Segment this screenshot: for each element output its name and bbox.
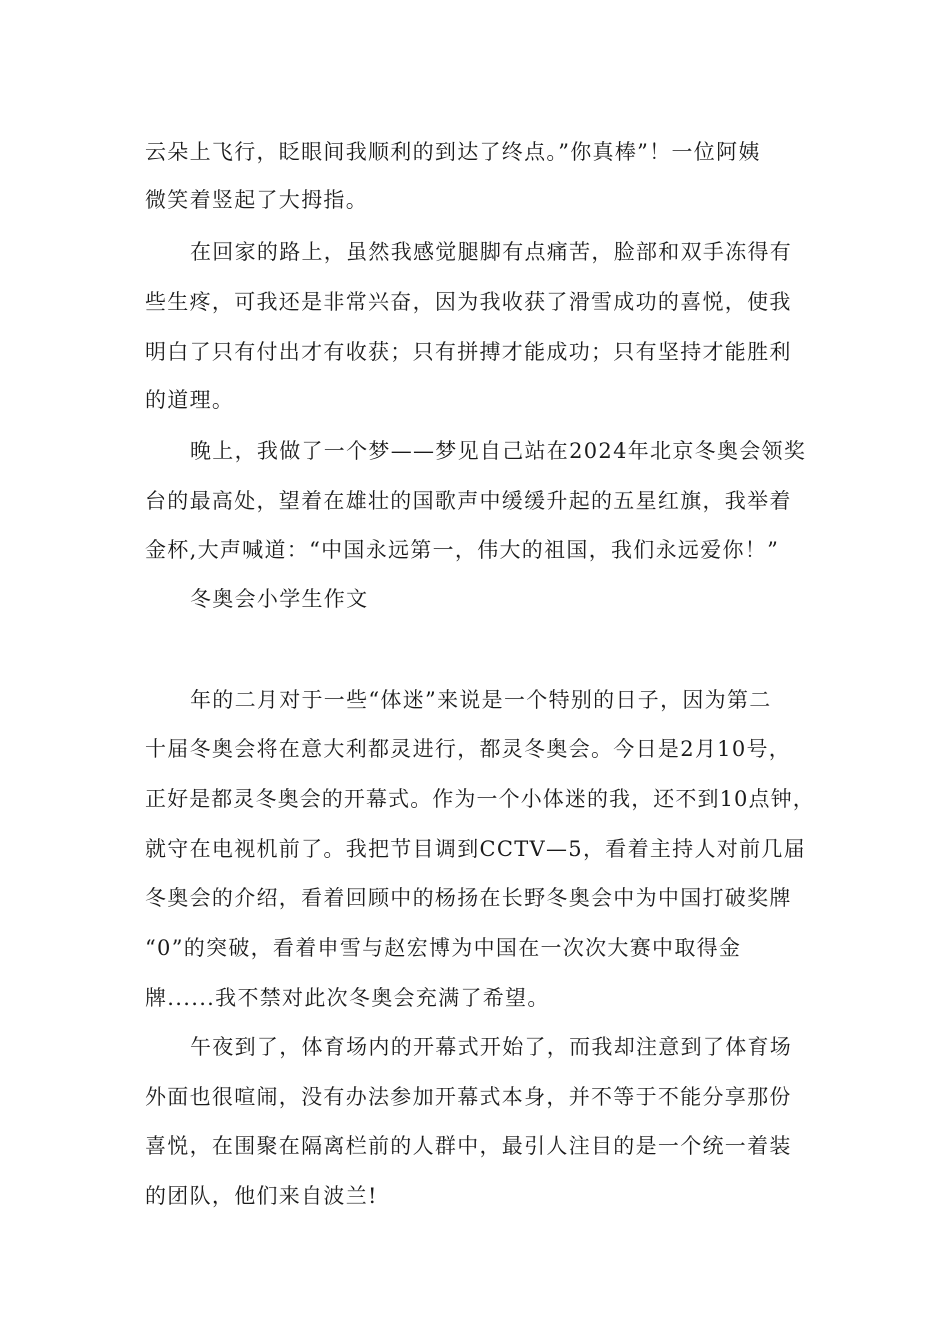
paragraph-line: 就守在电视机前了。我把节目调到CCTV—5，看着主持人对前几届 <box>145 837 806 861</box>
paragraph-line: 的团队，他们来自波兰! <box>145 1184 378 1208</box>
paragraph-line: 午夜到了，体育场内的开幕式开始了，而我却注意到了体育场 <box>190 1035 793 1059</box>
paragraph-line: 在回家的路上，虽然我感觉腿脚有点痛苦，脸部和双手冻得有 <box>190 240 793 264</box>
paragraph-line: 明白了只有付出才有收获；只有拼搏才能成功；只有坚持才能胜利 <box>145 340 792 364</box>
section-title: 冬奥会小学生作文 <box>190 587 369 611</box>
paragraph-line: 冬奥会的介绍，看着回顾中的杨扬在长野冬奥会中为中国打破奖牌 <box>145 886 792 910</box>
paragraph-line: 台的最高处，望着在雄壮的国歌声中缓缓升起的五星红旗，我举着 <box>145 489 792 513</box>
paragraph-line: “0”的突破，看着申雪与赵宏博为中国在一次次大赛中取得金 <box>145 936 742 960</box>
paragraph-line: 十届冬奥会将在意大利都灵进行，都灵冬奥会。今日是2月10号， <box>145 737 792 761</box>
paragraph-line: 云朵上飞行，眨眼间我顺利的到达了终点。”你真棒”！一位阿姨 <box>145 140 761 164</box>
paragraph-line: 正好是都灵冬奥会的开幕式。作为一个小体迷的我，还不到10点钟， <box>145 787 815 811</box>
paragraph-line: 年的二月对于一些“体迷”来说是一个特别的日子，因为第二 <box>190 688 772 712</box>
paragraph-line: 晚上，我做了一个梦——梦见自己站在2024年北京冬奥会领奖 <box>190 439 807 463</box>
paragraph-line: 些生疼，可我还是非常兴奋，因为我收获了滑雪成功的喜悦，使我 <box>145 290 792 314</box>
paragraph-line: 微笑着竖起了大拇指。 <box>145 188 368 212</box>
paragraph-line: 喜悦，在围聚在隔离栏前的人群中，最引人注目的是一个统一着装 <box>145 1134 792 1158</box>
paragraph-line: 的道理。 <box>145 388 235 412</box>
paragraph-line: 牌......我不禁对此次冬奥会充满了希望。 <box>145 986 550 1010</box>
paragraph-line: 外面也很喧闹，没有办法参加开幕式本身，并不等于不能分享那份 <box>145 1085 792 1109</box>
paragraph-line: 金杯,大声喊道：“中国永远第一，伟大的祖国，我们永远爱你！” <box>145 538 780 562</box>
